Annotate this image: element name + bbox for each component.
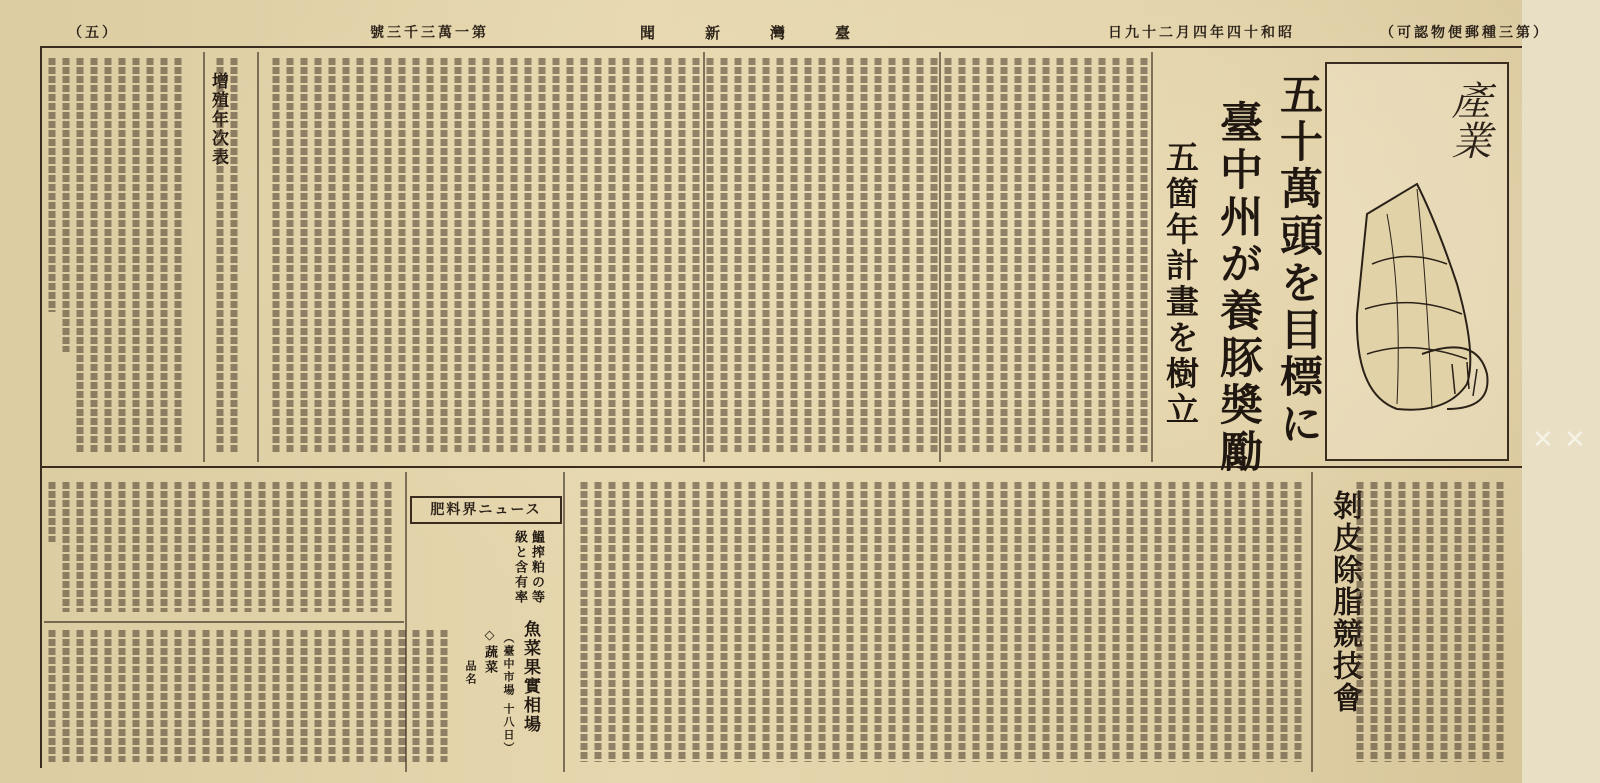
headline-main-1: 五十萬頭を目標に: [1273, 72, 1323, 448]
left-border: [40, 48, 42, 768]
market-subhead: （臺中市場 十八日）: [502, 632, 515, 755]
headline-sub: 五箇年計畫を樹立: [1161, 140, 1200, 428]
table-title: 增殖年次表: [208, 72, 228, 167]
upper-body-text: [44, 52, 1304, 462]
section-divider: [40, 466, 1522, 468]
issue-number: 號三千三萬一第: [370, 25, 489, 41]
market-category: ◇蔬菜: [482, 628, 497, 675]
margin-cross-mark: ✕: [1564, 425, 1586, 455]
lower-body-text: [44, 472, 1522, 772]
fertilizer-subhead-2: 級と含有率: [512, 530, 527, 605]
page-number: （五）: [68, 25, 119, 41]
contest-headline: 剝皮除脂競技會: [1327, 490, 1362, 714]
headline-main-2: 臺中州が養豚奬勵: [1213, 100, 1263, 476]
margin-cross-mark: ✕: [1532, 425, 1554, 455]
fertilizer-news-title: 肥料界ニュース: [430, 502, 542, 518]
issue-date: 日九十二月四年四十和昭: [1108, 25, 1295, 41]
fertilizer-subhead-1: 鰮搾粕の等: [529, 530, 544, 605]
market-column-header: 品名: [464, 660, 477, 686]
section-label: 產業: [1445, 80, 1491, 160]
postal-notice: （可認物便郵種三第）: [1380, 25, 1550, 41]
masthead: [40, 18, 1550, 48]
market-headline: 魚菜果實相場: [520, 620, 540, 734]
page-margin: [1522, 0, 1600, 783]
newspaper-name: 聞新灣臺: [640, 24, 901, 42]
